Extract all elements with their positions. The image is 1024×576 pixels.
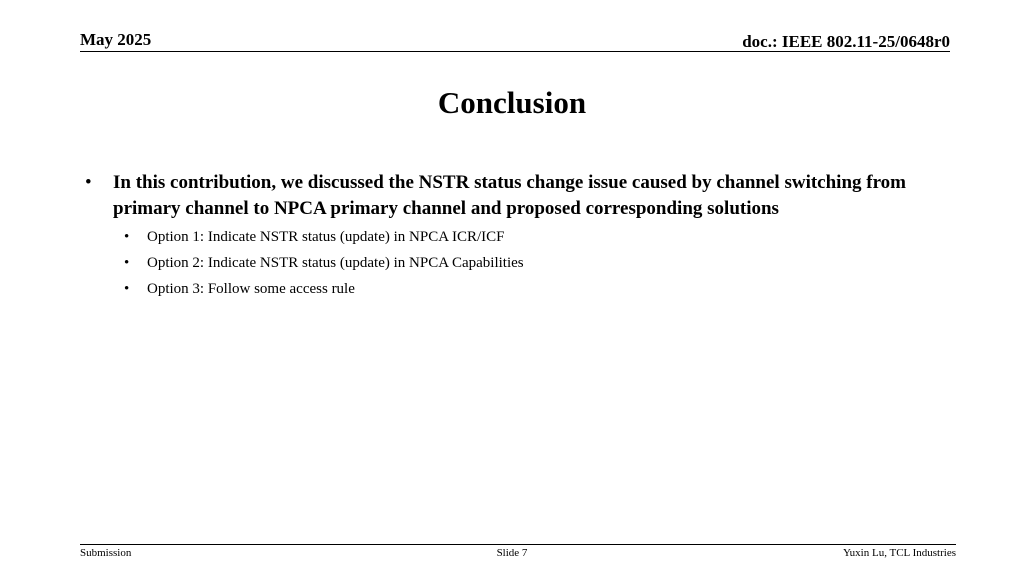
sub-bullet-item: [0, 225, 1024, 251]
slide-title: Conclusion: [437, 85, 587, 120]
sub-bullet-marker: •: [124, 281, 130, 297]
bullet-list: [0, 170, 1024, 303]
sub-bullet-text: Option 1: Indicate NSTR status (update) in NPCA ICR/ICF: [147, 229, 505, 245]
footer-author: Yuxin Lu, TCL Industries: [842, 547, 956, 559]
bullet-item: [0, 170, 1024, 303]
sub-bullet-marker: •: [124, 229, 130, 245]
sub-bullet-list: [0, 225, 1024, 303]
bullet-text: In this contribution, we discussed the NSTR status change issue caused by channel switching from primary channel to NPCA primary channel and proposed corresponding solutions: [113, 172, 907, 219]
sub-bullet-item: [0, 251, 1024, 277]
header-doc-id: doc.: IEEE 802.11-25/0648r0: [742, 32, 950, 51]
sub-bullet-item: [0, 277, 1024, 303]
footer-divider: [80, 544, 956, 545]
sub-bullet-marker: •: [124, 255, 130, 271]
bullet-marker: •: [85, 172, 92, 193]
header-divider: [80, 51, 950, 52]
sub-bullet-text: Option 3: Follow some access rule: [147, 281, 355, 297]
footer-submission: Submission: [80, 547, 132, 559]
footer-slide-number: Slide 7: [496, 547, 528, 559]
header-date: May 2025: [80, 30, 152, 49]
sub-bullet-text: Option 2: Indicate NSTR status (update) in NPCA Capabilities: [147, 255, 524, 271]
